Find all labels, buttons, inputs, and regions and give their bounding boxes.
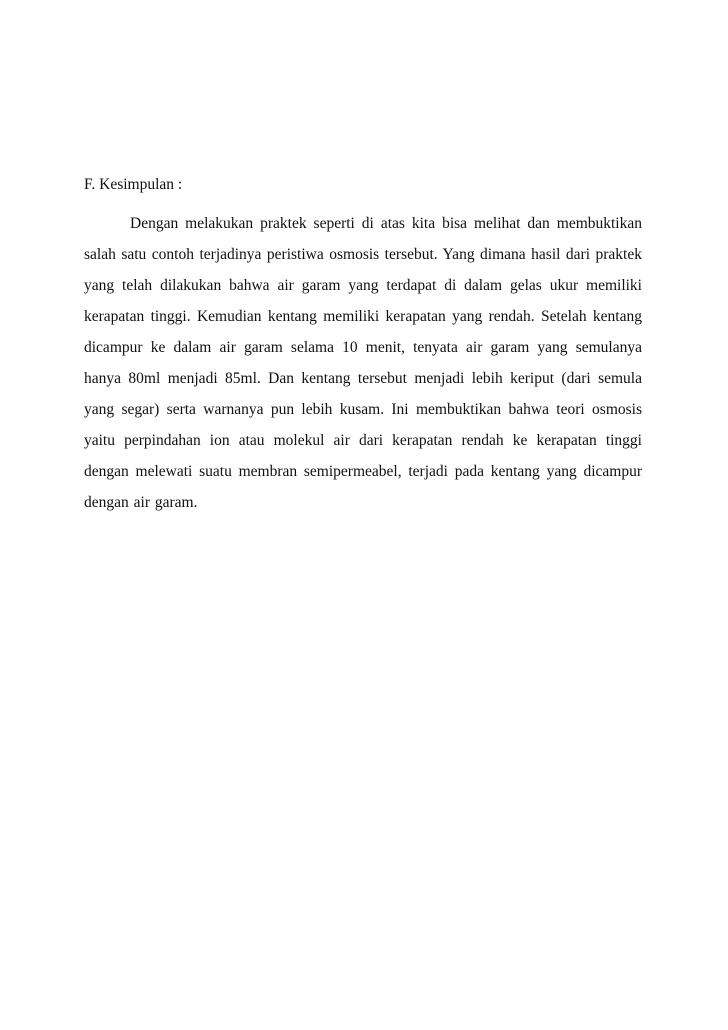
section-heading: F. Kesimpulan : — [84, 176, 183, 193]
document-body — [84, 170, 642, 518]
conclusion-paragraph: Dengan melakukan praktek seperti di atas kita bisa melihat dan membuktikan salah satu contoh terjadinya peristiwa osmosis tersebut. Yang dimana hasil dari praktek yang telah dilakukan bahwa air garam yang terdapat di dalam gelas ukur memiliki kerapatan tinggi. Kemudian kentang memiliki kerapatan yang rendah. Setelah kentang dicampur ke dalam air garam selama 10 menit, tenyata air garam yang semulanya hanya 80ml menjadi 85ml. Dan kentang tersebut menjadi lebih keriput (dari semula yang segar) serta warnanya pun lebih kusam. Ini membuktikan bahwa teori osmosis yaitu perpindahan ion atau molekul air dari kerapatan rendah ke kerapatan tinggi dengan melewati suatu membran semipermeabel, terjadi pada kentang yang dicampur dengan air garam. — [84, 215, 642, 511]
